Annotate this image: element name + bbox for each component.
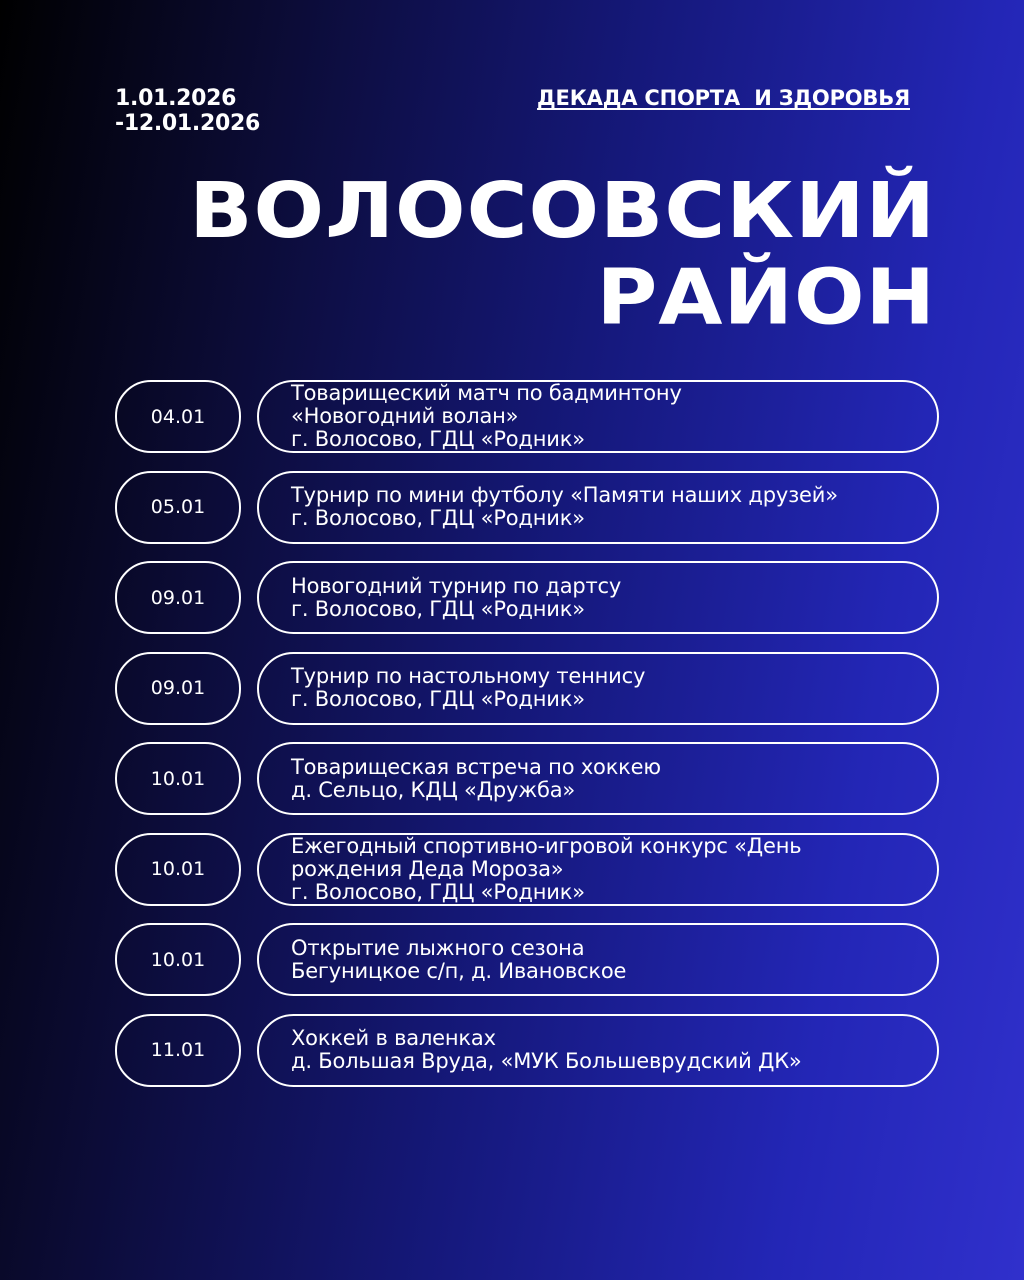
event-date-pill: 10.01 bbox=[115, 833, 241, 906]
schedule-row bbox=[115, 471, 939, 544]
event-details-pill bbox=[257, 652, 939, 725]
event-label[interactable]: ДЕКАДА СПОРТА И ЗДОРОВЬЯ bbox=[537, 86, 910, 110]
event-title-line: Хоккей в валенках bbox=[291, 1026, 496, 1050]
event-title-line: Турнир по мини футболу «Памяти наших друзей» bbox=[291, 483, 838, 507]
event-date-pill: 11.01 bbox=[115, 1014, 241, 1087]
event-details-pill bbox=[257, 1014, 939, 1087]
event-details-pill bbox=[257, 561, 939, 634]
event-title-line: Открытие лыжного сезона bbox=[291, 935, 585, 960]
schedule-row bbox=[115, 833, 939, 906]
event-title-line: Ежегодный спортивно-игровой конкурс «День bbox=[291, 833, 802, 858]
event-location: д. Сельцо, КДЦ «Дружба» bbox=[291, 777, 576, 802]
event-date-pill: 10.01 bbox=[115, 923, 241, 996]
schedule-list bbox=[115, 380, 939, 1104]
event-location: г. Волосово, ГДЦ «Родник» bbox=[291, 506, 585, 530]
event-title-line: рождения Деда Мороза» bbox=[291, 856, 564, 881]
event-date-pill: 10.01 bbox=[115, 742, 241, 815]
event-details-pill bbox=[257, 742, 939, 815]
event-location: г. Волосово, ГДЦ «Родник» bbox=[291, 687, 585, 711]
event-date-pill: 09.01 bbox=[115, 652, 241, 725]
event-location: Бегуницкое с/п, д. Ивановское bbox=[291, 958, 627, 983]
event-title-line: Турнир по настольному теннису bbox=[291, 664, 646, 688]
schedule-row bbox=[115, 742, 939, 815]
title-line-2: РАЙОН bbox=[596, 252, 936, 342]
event-date-pill: 05.01 bbox=[115, 471, 241, 544]
event-details-pill bbox=[257, 923, 939, 996]
schedule-row bbox=[115, 1014, 939, 1087]
schedule-row bbox=[115, 923, 939, 996]
event-title-line: Новогодний турнир по дартсу bbox=[291, 573, 622, 598]
event-location: г. Волосово, ГДЦ «Родник» bbox=[291, 596, 585, 621]
event-date-pill: 09.01 bbox=[115, 561, 241, 634]
title-line-1: ВОЛОСОВСКИЙ bbox=[189, 166, 936, 256]
event-date-pill: 04.01 bbox=[115, 380, 241, 453]
event-details-pill bbox=[257, 380, 939, 453]
event-title-line: «Новогодний волан» bbox=[291, 404, 519, 428]
page-title bbox=[189, 168, 936, 341]
date-range bbox=[115, 86, 260, 136]
event-location: д. Большая Вруда, «МУК Большеврудский ДК» bbox=[291, 1049, 802, 1073]
event-location: г. Волосово, ГДЦ «Родник» bbox=[291, 879, 585, 904]
date-range-end: -12.01.2026 bbox=[115, 111, 261, 136]
schedule-row bbox=[115, 380, 939, 453]
event-details-pill bbox=[257, 833, 939, 906]
event-location: г. Волосово, ГДЦ «Родник» bbox=[291, 427, 585, 451]
schedule-row bbox=[115, 652, 939, 725]
event-title-line: Товарищеская встреча по хоккею bbox=[291, 754, 661, 779]
event-details-pill bbox=[257, 471, 939, 544]
date-range-start: 1.01.2026 bbox=[115, 86, 237, 111]
event-title-line: Товарищеский матч по бадминтону bbox=[291, 381, 682, 405]
schedule-row bbox=[115, 561, 939, 634]
